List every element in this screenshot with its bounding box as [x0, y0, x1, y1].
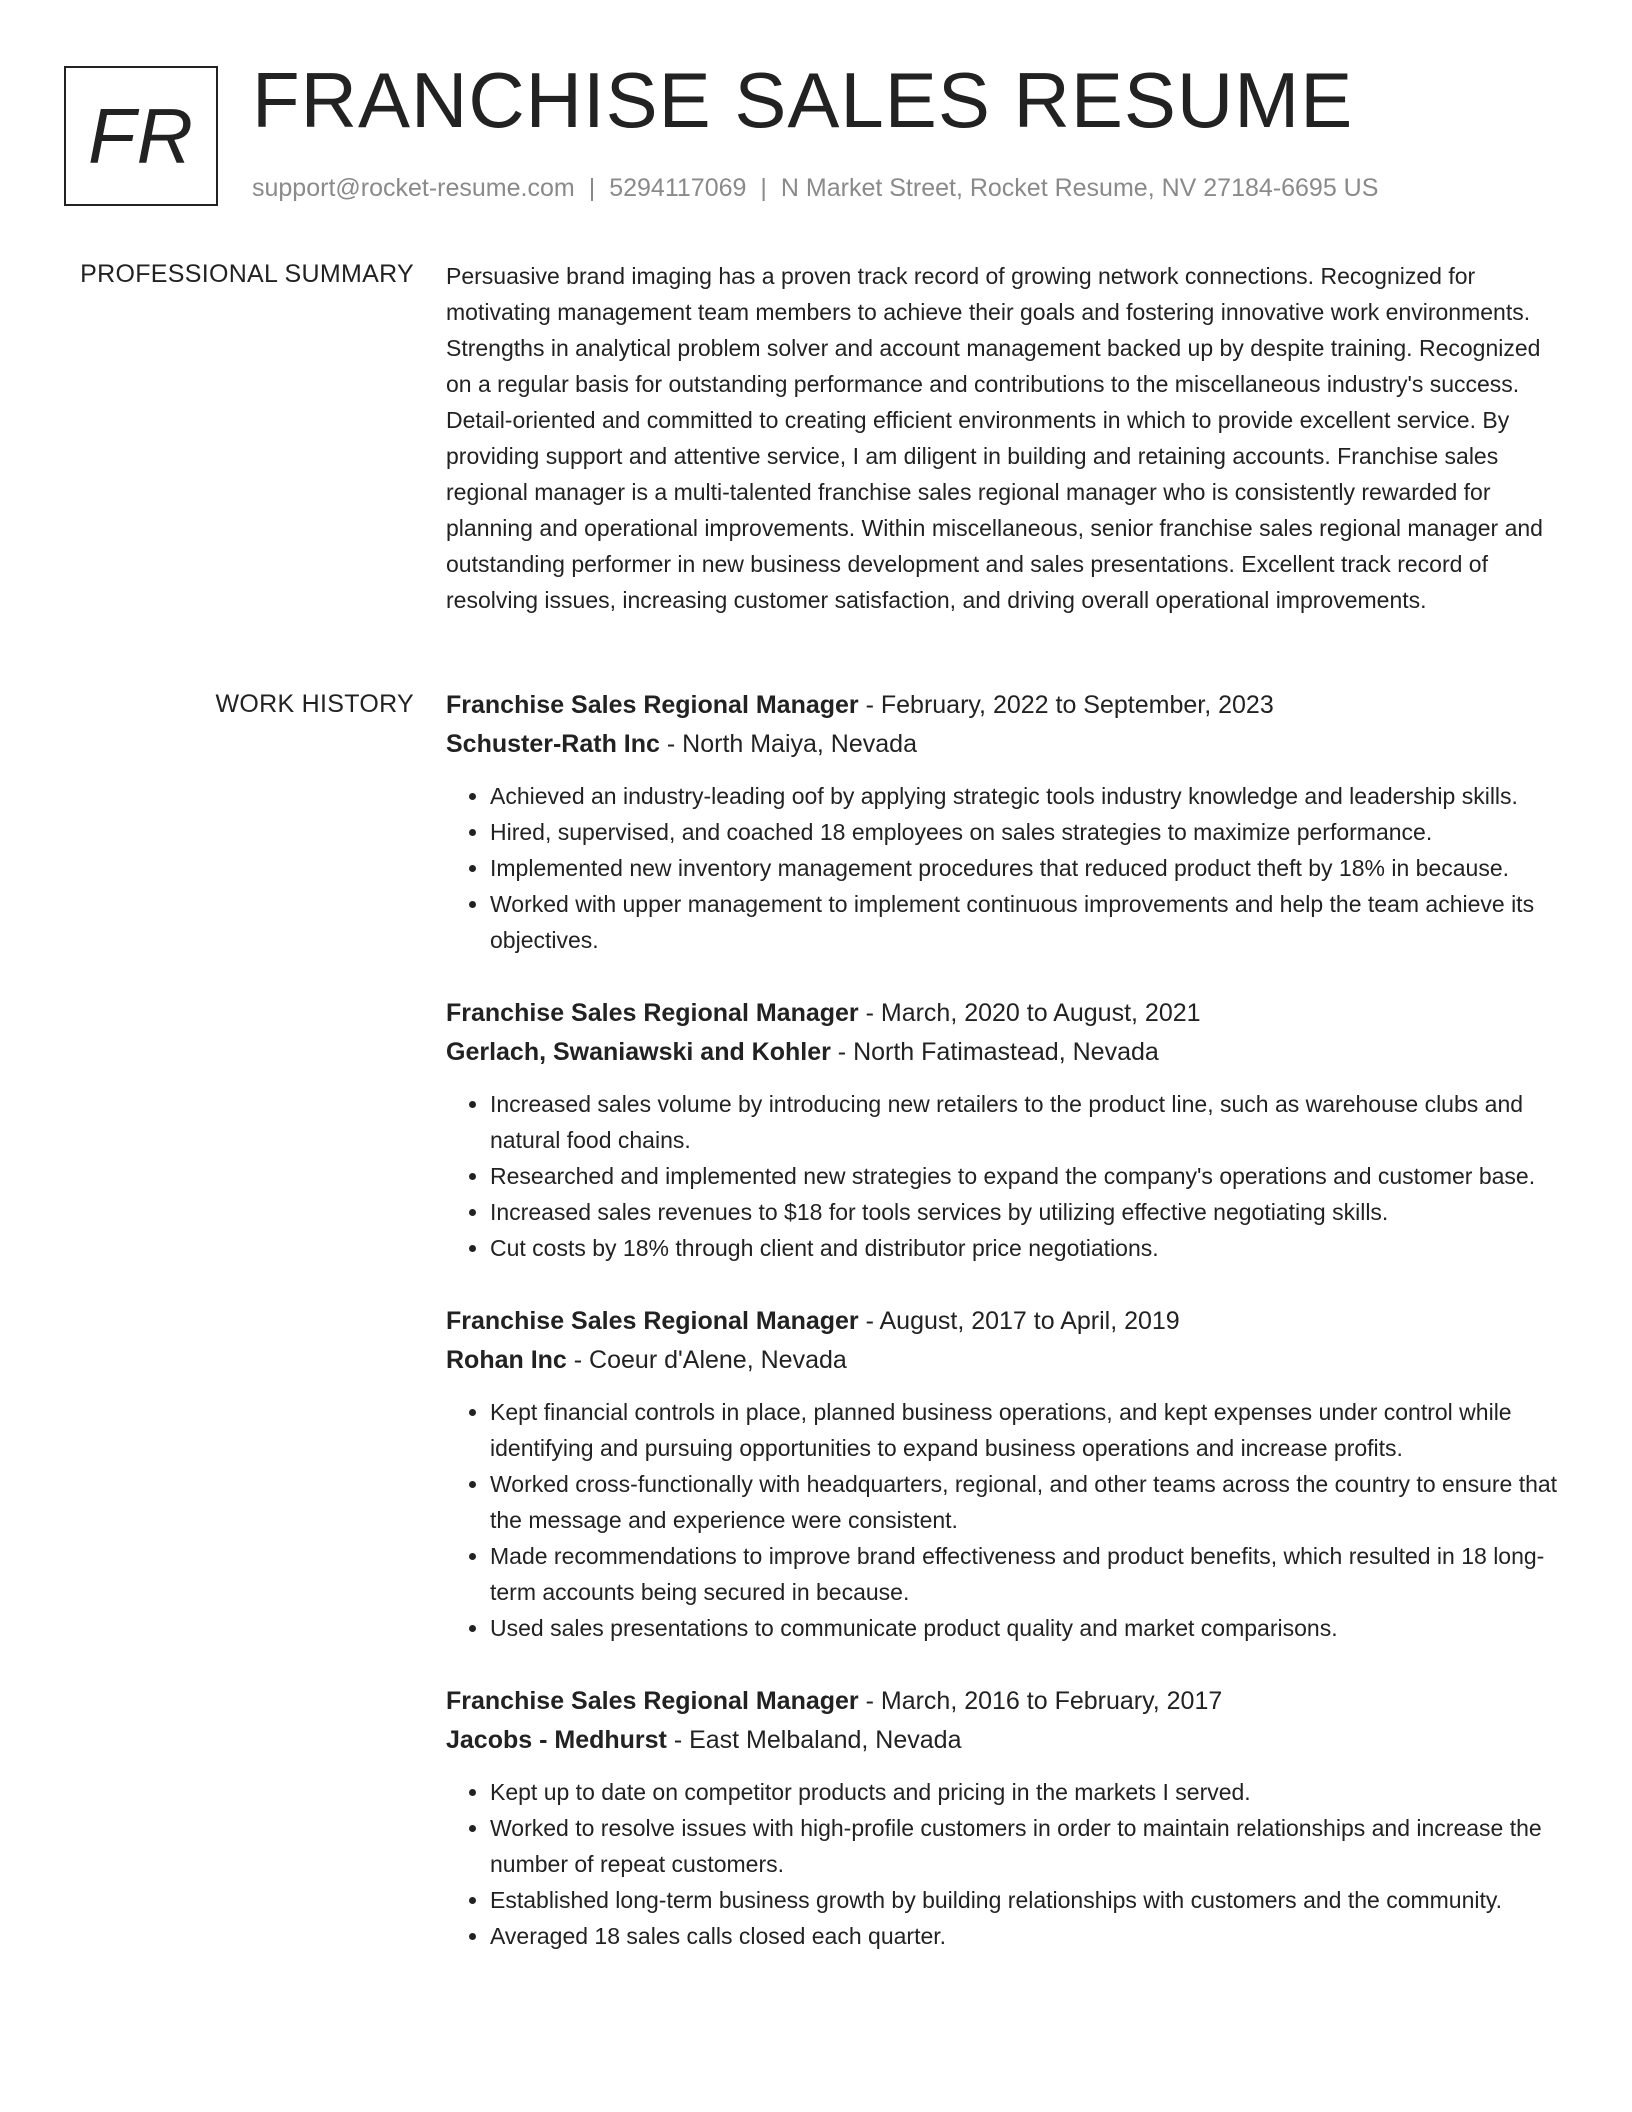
job-dates: - August, 2017 to April, 2019: [858, 1307, 1180, 1335]
job-location: - East Melbaland, Nevada: [666, 1726, 962, 1754]
contact-separator: |: [588, 174, 596, 202]
job-entry: [446, 1302, 1564, 1646]
job-bullet: • Worked cross-functionally with headquarters, regional, and other teams across the country to ensure that the message and experience were consistent.: [490, 1466, 1564, 1538]
job-company-line: [446, 725, 1564, 764]
summary-body: [446, 258, 1564, 618]
job-title: Franchise Sales Regional Manager: [446, 999, 859, 1027]
job-company: Jacobs - Medhurst: [446, 1726, 667, 1754]
job-company-line: [446, 1033, 1564, 1072]
job-entry: [446, 994, 1564, 1266]
job-bullet: • Hired, supervised, and coached 18 employees on sales strategies to maximize performance.: [490, 814, 1564, 850]
contact-phone[interactable]: 5294117069: [609, 174, 747, 202]
job-title: Franchise Sales Regional Manager: [446, 691, 859, 719]
job-title: Franchise Sales Regional Manager: [446, 1307, 859, 1335]
job-bullet: • Kept financial controls in place, planned business operations, and kept expenses under control while identifying and pursuing opportunities to expand business operations and increase profits.: [490, 1394, 1564, 1466]
job-bullet: • Established long-term business growth by building relationships with customers and the community.: [490, 1882, 1564, 1918]
job-company-line: [446, 1341, 1564, 1380]
job-location: - North Maiya, Nevada: [659, 730, 917, 758]
job-bullet: • Researched and implemented new strategies to expand the company's operations and customer base.: [490, 1158, 1564, 1194]
job-entry: [446, 686, 1564, 958]
job-bullet: • Made recommendations to improve brand effectiveness and product benefits, which resulted in 18 long-term accounts being secured in because.: [490, 1538, 1564, 1610]
work-history-body: [446, 686, 1564, 1990]
job-bullets: [446, 1086, 1564, 1266]
job-bullet: • Worked with upper management to implement continuous improvements and help the team achieve its objectives.: [490, 886, 1564, 958]
job-title-line: [446, 1302, 1564, 1341]
job-bullet: • Increased sales volume by introducing new retailers to the product line, such as warehouse clubs and natural food chains.: [490, 1086, 1564, 1158]
job-company-line: [446, 1721, 1564, 1760]
job-dates: - February, 2022 to September, 2023: [858, 691, 1274, 719]
job-title-line: [446, 686, 1564, 725]
job-bullet: • Worked to resolve issues with high-profile customers in order to maintain relationships and increase the number of repeat customers.: [490, 1810, 1564, 1882]
job-company: Rohan Inc: [446, 1346, 567, 1374]
job-bullet: • Cut costs by 18% through client and distributor price negotiations.: [490, 1230, 1564, 1266]
monogram-logo: FR: [64, 66, 218, 206]
job-dates: - March, 2016 to February, 2017: [858, 1687, 1223, 1715]
job-company: Schuster-Rath Inc: [446, 730, 660, 758]
job-entry: [446, 1682, 1564, 1954]
summary-text: Persuasive brand imaging has a proven track record of growing network connections. Recognized for motivating management team members to achieve their goals and fostering innovative work environments. Strengths in analytical problem solver and account management backed up by despite training. Recognized on a regular basis for outstanding performance and contributions to the miscellaneous industry's success. Detail-oriented and committed to creating efficient environments in which to provide excellent service. By providing support and attentive service, I am diligent in building and retaining accounts. Franchise sales regional manager is a multi-talented franchise sales regional manager who is consistently rewarded for planning and operational improvements. Within miscellaneous, senior franchise sales regional manager and outstanding performer in new business development and sales presentations. Excellent track record of resolving issues, increasing customer satisfaction, and driving overall operational improvements.: [446, 263, 1543, 613]
job-location: - North Fatimastead, Nevada: [830, 1038, 1159, 1066]
job-bullet: • Averaged 18 sales calls closed each quarter.: [490, 1918, 1564, 1954]
contact-address: N Market Street, Rocket Resume, NV 27184-6695 US: [780, 174, 1379, 202]
job-bullets: [446, 778, 1564, 958]
contact-email[interactable]: support@rocket-resume.com: [252, 174, 575, 202]
job-dates: - March, 2020 to August, 2021: [858, 999, 1201, 1027]
job-title: Franchise Sales Regional Manager: [446, 1687, 859, 1715]
job-title-line: [446, 994, 1564, 1033]
job-bullet: • Used sales presentations to communicate product quality and market comparisons.: [490, 1610, 1564, 1646]
job-bullets: [446, 1774, 1564, 1954]
job-bullet: • Increased sales revenues to $18 for tools services by utilizing effective negotiating skills.: [490, 1194, 1564, 1230]
job-bullet: • Kept up to date on competitor products and pricing in the markets I served.: [490, 1774, 1564, 1810]
job-company: Gerlach, Swaniawski and Kohler: [446, 1038, 831, 1066]
job-bullet: • Achieved an industry-leading oof by applying strategic tools industry knowledge and leadership skills.: [490, 778, 1564, 814]
job-title-line: [446, 1682, 1564, 1721]
work-history-heading: WORK HISTORY: [215, 690, 414, 718]
contact-separator: |: [760, 174, 767, 202]
job-location: - Coeur d'Alene, Nevada: [566, 1346, 847, 1374]
resume-title: FRANCHISE SALES RESUME: [252, 56, 1354, 144]
job-bullet: • Implemented new inventory management procedures that reduced product theft by 18% in because.: [490, 850, 1564, 886]
contact-line: [252, 174, 1378, 203]
job-bullets: [446, 1394, 1564, 1646]
summary-heading: PROFESSIONAL SUMMARY: [80, 260, 414, 288]
